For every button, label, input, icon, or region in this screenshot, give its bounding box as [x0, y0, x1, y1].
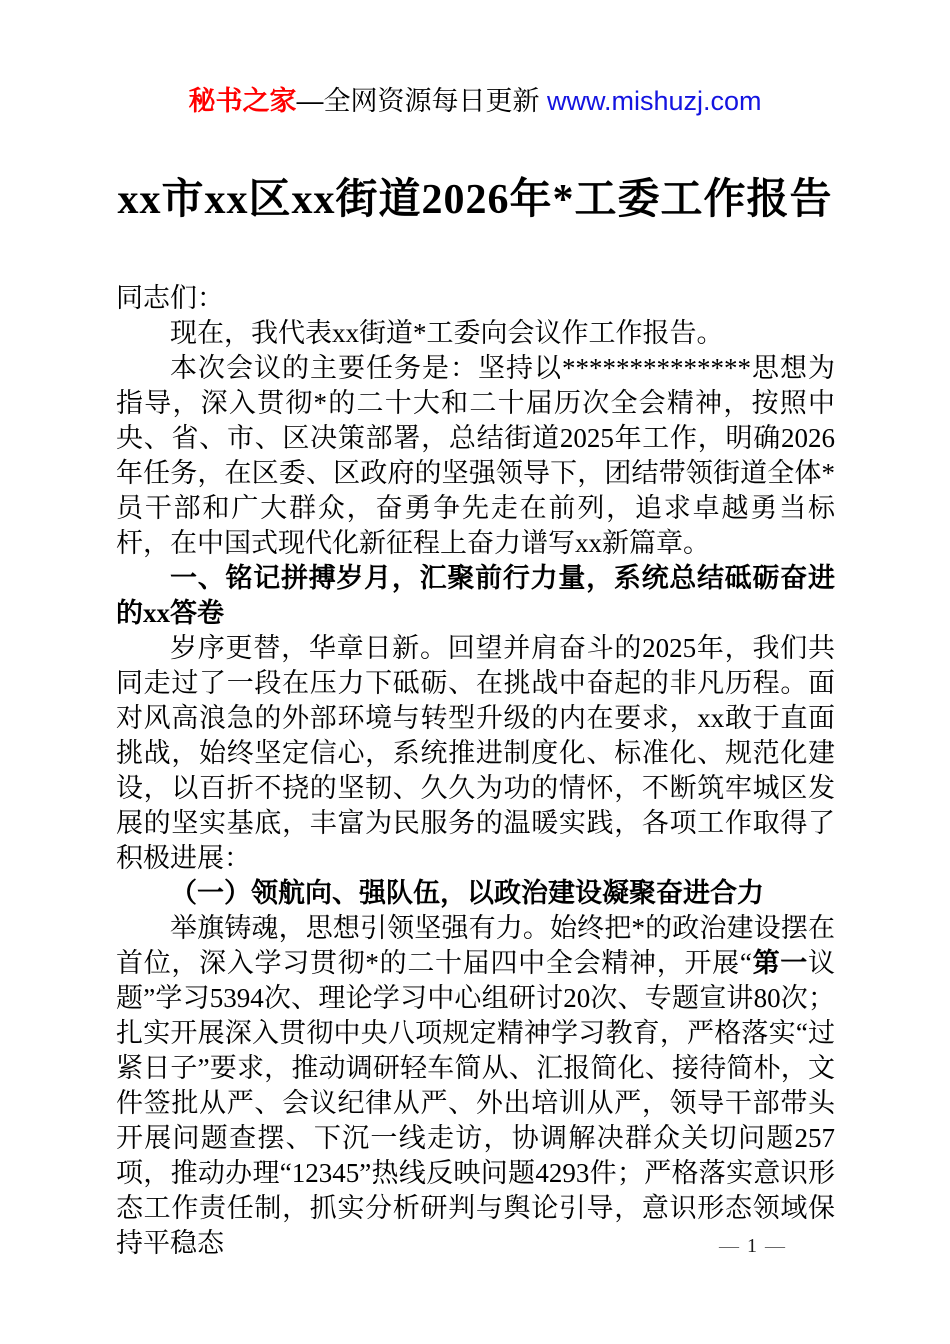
- text-run: 同志们：: [116, 283, 224, 313]
- review-paragraph: [116, 631, 835, 876]
- meeting-task-paragraph: [116, 351, 835, 561]
- text-run: 岁序更替，华章日新。回望并肩奋斗的2025年，我们共同走过了一段在压力下砥砺、在挑战中奋起的非凡历程。面对风高浪急的外部环境与转型升级的内在要求，xx敢于直面挑战，始终坚定信心，系统推进制度化、标准化、规范化建设，以百折不挠的坚韧、久久为功的情怀，不断筑牢城区发展的坚实基底，丰富为民服务的温暖实践，各项工作取得了积极进展：: [116, 633, 835, 873]
- salutation: [116, 281, 835, 316]
- document-body: [116, 281, 835, 1261]
- text-run: （一）领航向、强队伍，以政治建设凝聚奋进合力: [170, 878, 764, 908]
- text-run: 举旗铸魂，思想引领坚强有力。始终把*的政治建设摆在首位，深入学习贯彻*的二十届四中全会精神，开展“: [116, 913, 835, 978]
- footer-dash-left: —: [719, 1235, 739, 1257]
- subsection-one-heading: [116, 876, 835, 911]
- intro-paragraph: [116, 316, 835, 351]
- text-run: 第一: [751, 948, 809, 978]
- site-header: [0, 86, 950, 116]
- political-building-paragraph: [116, 911, 835, 1261]
- site-brand: 秘书之家: [188, 86, 297, 116]
- text-run: 现在，我代表xx街道*工委向会议作工作报告。: [170, 318, 724, 348]
- footer-dash-right: —: [765, 1235, 785, 1257]
- site-tagline: —全网资源每日更新: [296, 86, 547, 116]
- document-title: xx市xx区xx街道2026年*工委工作报告: [117, 177, 833, 223]
- text-run: 一、铭记拼搏岁月，汇聚前行力量，系统总结砥砺奋进的xx答卷: [116, 563, 835, 628]
- site-url[interactable]: www.mishuzj.com: [546, 86, 762, 116]
- page-number: 1: [747, 1235, 757, 1257]
- text-run: 议题”学习5394次、理论学习中心组研讨20次、专题宣讲80次；扎实开展深入贯彻中央八项规定精神学习教育，严格落实“过紧日子”要求，推动调研轻车简从、汇报简化、接待简朴，文件签批从严、会议纪律从严、外出培训从严，领导干部带头开展问题查摆、下沉一线走访，协调解决群众关切问题257项，推动办理“12345”热线反映问题4293件；严格落实意识形态工作责任制，抓实分析研判与舆论引导，意识形态领域保持平稳态: [116, 948, 836, 1258]
- section-one-heading: [116, 561, 835, 631]
- page-footer: [714, 1234, 790, 1258]
- text-run: 本次会议的主要任务是：坚持以**************思想为指导，深入贯彻*的二十大和二十届历次全会精神，按照中央、省、市、区决策部署，总结街道2025年工作，明确2026年任务，在区委、区政府的坚强领导下，团结带领街道全体*员干部和广大群众，奋勇争先走在前列，追求卓越勇当标杆，在中国式现代化新征程上奋力谱写xx新篇章。: [116, 353, 835, 558]
